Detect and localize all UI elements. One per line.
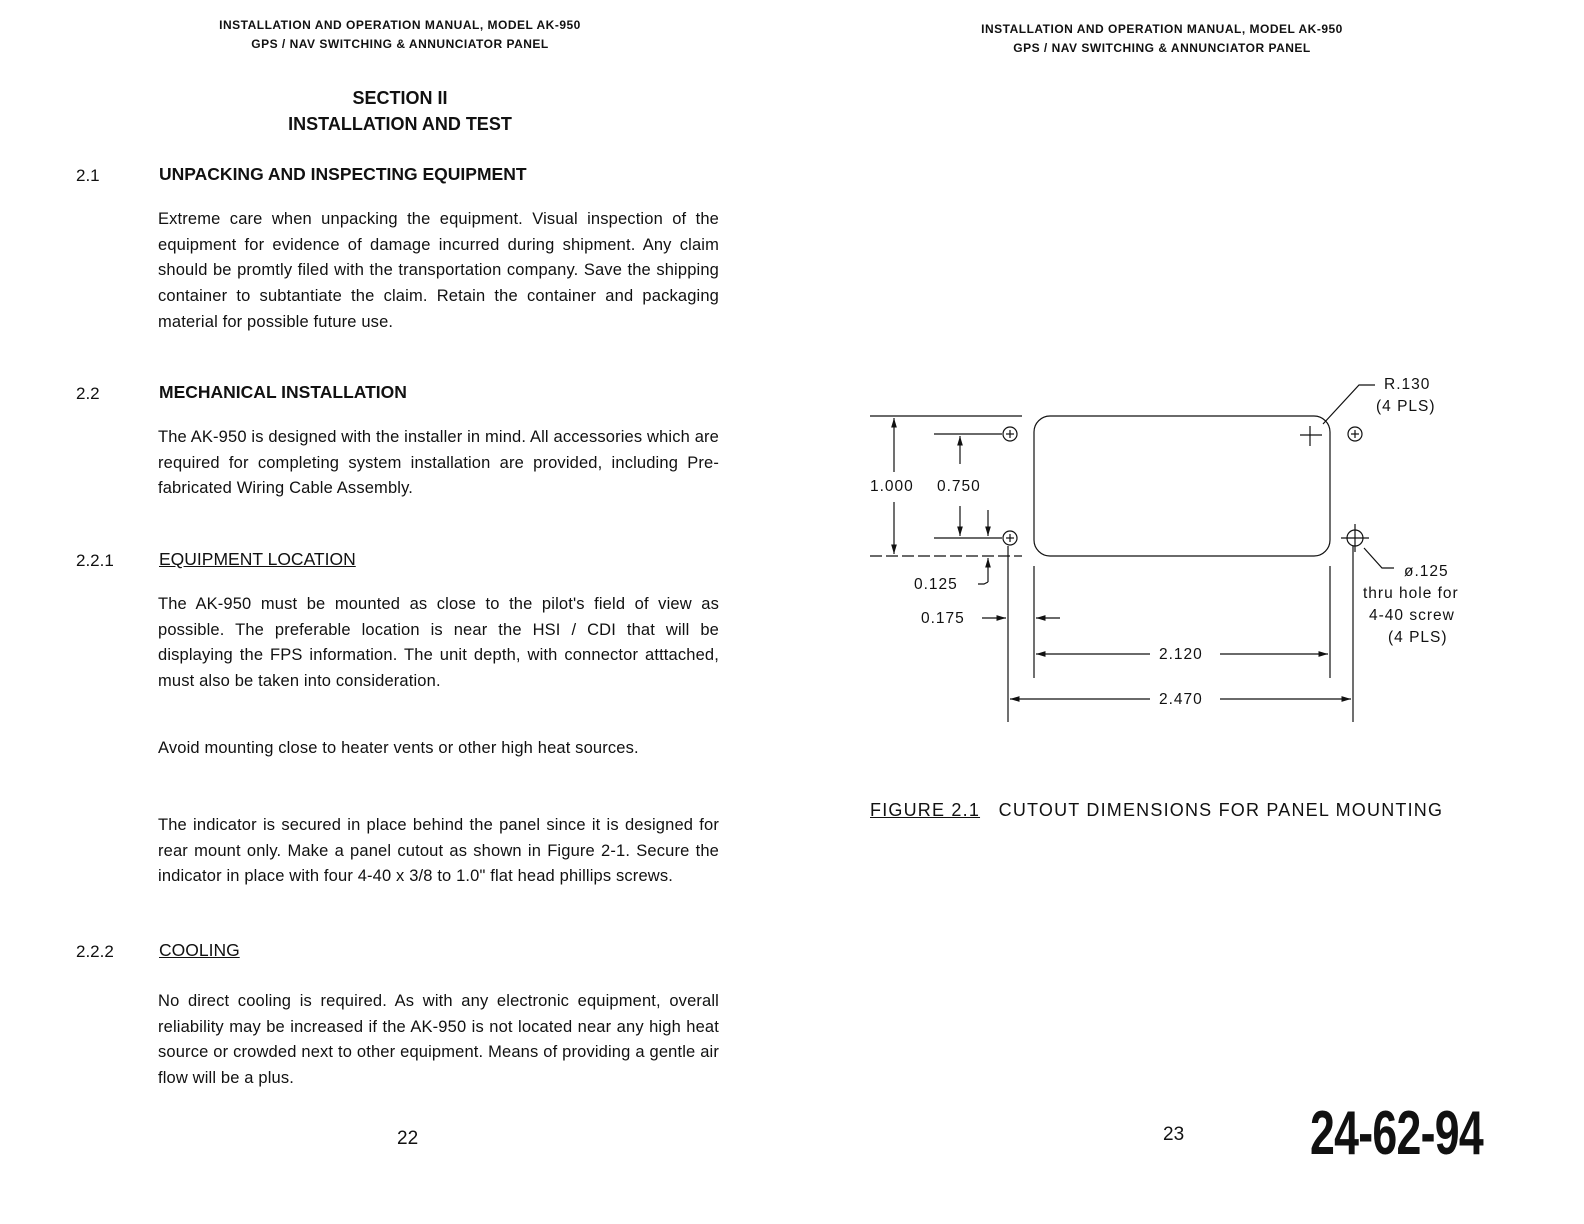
- header-line-1: INSTALLATION AND OPERATION MANUAL, MODEL AK-950: [219, 18, 581, 32]
- hole-note-leader: [1364, 548, 1394, 568]
- width-dim-label: 2.470: [1159, 691, 1203, 708]
- hole-spacing-vertical-label: 0.750: [937, 478, 981, 495]
- hole-spacing-horizontal-label: 2.120: [1159, 646, 1203, 663]
- section-number: 2.2.1: [76, 551, 114, 570]
- hole-offset-horizontal-label: 0.175: [921, 610, 965, 627]
- hole-note-line-1: ø.125: [1404, 563, 1449, 580]
- paragraph: Avoid mounting close to heater vents or other high heat sources.: [158, 739, 639, 757]
- subsection-heading: COOLING: [159, 940, 240, 960]
- page-number: 22: [397, 1128, 419, 1149]
- paragraph: Extreme care when unpacking the equipment. Visual inspection of the equipment for evidence of damage incurred during shipment. Any claim should be promtly filed with the transportation company. Save the shipping container to subtantiate the claim. Retain the container and packaging material for possible future use.: [158, 210, 719, 331]
- radius-qty-label: (4 PLS): [1376, 398, 1436, 415]
- running-header: [912, 20, 1412, 58]
- section-number: 2.1: [76, 166, 100, 185]
- page-number: 23: [1163, 1124, 1185, 1145]
- paragraph: The AK-950 is designed with the installer in mind. All accessories which are required for completing system installation are provided, including Pre-fabricated Wiring Cable Assembly.: [158, 428, 719, 498]
- paragraph: The AK-950 must be mounted as close to the pilot's field of view as possible. The preferable location is near the HSI / CDI that will be displaying the FPS information. The unit depth, with connector atttached, must also be taken into consideration.: [158, 595, 719, 691]
- radius-label: R.130: [1384, 376, 1431, 393]
- section-number: 2.2.2: [76, 942, 114, 961]
- cutout-dimension-drawing: [792, 360, 1584, 760]
- running-header: [150, 16, 650, 54]
- right-page: [792, 0, 1584, 1224]
- subsection-heading: EQUIPMENT LOCATION: [159, 549, 356, 569]
- hole-offset-vertical-label: 0.125: [914, 576, 958, 593]
- section-title: SECTION II: [352, 88, 448, 108]
- figure-caption-text: CUTOUT DIMENSIONS FOR PANEL MOUNTING: [998, 800, 1444, 820]
- paragraph: The indicator is secured in place behind the panel since it is designed for rear mount only. Make a panel cutout as shown in Figure 2-1. Secure the indicator in place with four 4-40 x 3/8 to 1.0" flat head phillips screws.: [158, 816, 719, 886]
- section-heading: MECHANICAL INSTALLATION: [159, 382, 407, 402]
- section-heading: UNPACKING AND INSPECTING EQUIPMENT: [159, 164, 527, 184]
- height-dim-label: 1.000: [870, 478, 914, 495]
- header-line-2: GPS / NAV SWITCHING & ANNUNCIATOR PANEL: [1013, 41, 1311, 55]
- paragraph: No direct cooling is required. As with any electronic equipment, overall reliability may be increased if the AK-950 is not located near any high heat source or crowded next to other equipment. Means of providing a gentle air flow will be a plus.: [158, 992, 719, 1088]
- figure-caption: [870, 800, 1443, 821]
- section-number: 2.2: [76, 384, 100, 403]
- radius-leader: [1323, 385, 1375, 424]
- panel-cutout-outline: [1034, 416, 1330, 556]
- section-subtitle: INSTALLATION AND TEST: [288, 114, 512, 134]
- hole-note-line-3: 4-40 screw: [1369, 607, 1455, 624]
- dimension-leader: [978, 582, 988, 584]
- header-line-2: GPS / NAV SWITCHING & ANNUNCIATOR PANEL: [251, 37, 549, 51]
- hole-note-line-2: thru hole for: [1363, 585, 1459, 602]
- figure-label: FIGURE 2.1: [870, 800, 981, 820]
- header-line-1: INSTALLATION AND OPERATION MANUAL, MODEL AK-950: [981, 22, 1343, 36]
- hole-note-line-4: (4 PLS): [1388, 629, 1448, 646]
- document-code: 24-62-94: [1310, 1099, 1483, 1168]
